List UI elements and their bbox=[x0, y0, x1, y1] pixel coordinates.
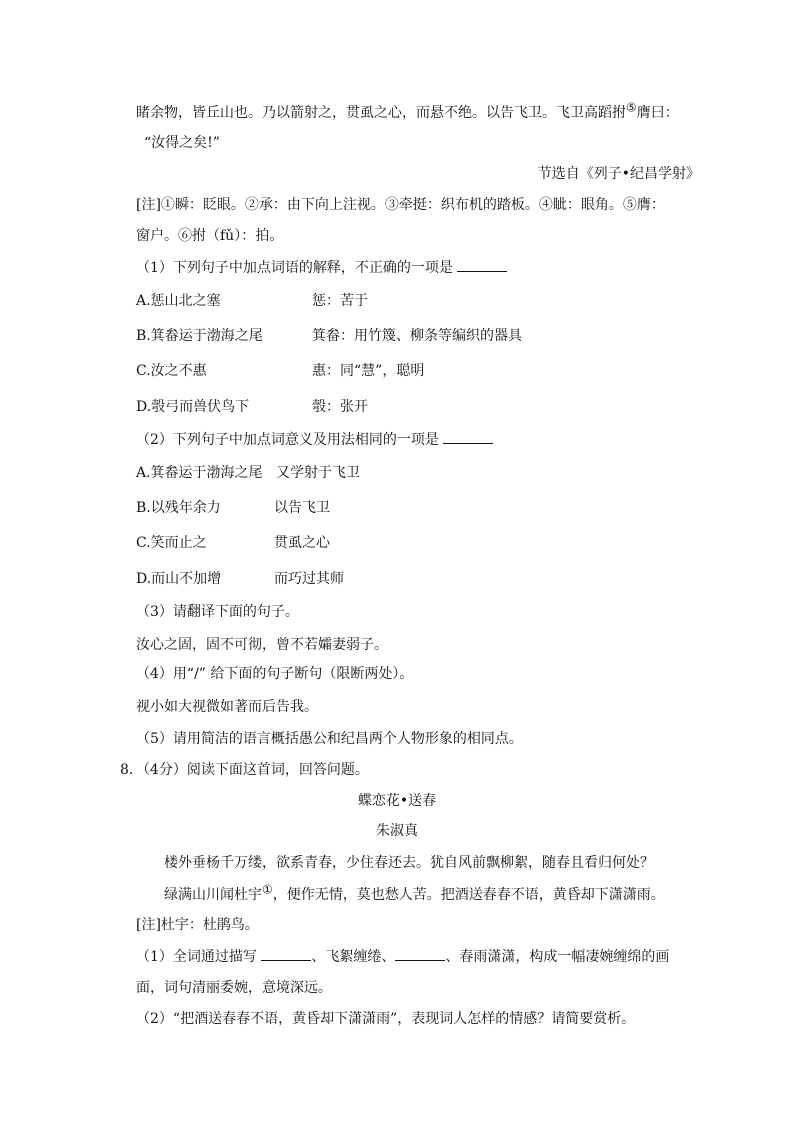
question-2-option-c: C.笑而止之 bbox=[136, 535, 207, 551]
footnote-marker: ⑤ bbox=[626, 100, 637, 115]
question-5-stem: （5）请用简洁的语言概括愚公和纪昌两个人物形象的相同点。 bbox=[136, 731, 523, 747]
question-2-option-d-compare: 而巧过其师 bbox=[274, 571, 344, 587]
answer-blank-1[interactable] bbox=[261, 948, 311, 961]
question-2-stem-text: （2）下列句子中加点词意义及用法相同的一项是 bbox=[136, 432, 439, 448]
question-2-option-b: B.以残年余力 bbox=[136, 500, 221, 516]
passage-source: 节选自《列子•纪昌学射》 bbox=[537, 166, 700, 182]
question-2-option-a: A.箕畚运于渤海之尾 bbox=[136, 465, 263, 481]
answer-blank-2[interactable] bbox=[395, 948, 445, 961]
answer-blank[interactable] bbox=[457, 259, 507, 272]
answer-blank[interactable] bbox=[443, 431, 493, 444]
poem-title: 蝶恋花•送春 bbox=[357, 793, 437, 809]
question-2-option-d: D.而山不加增 bbox=[136, 571, 222, 587]
passage-line-1-end: 膺曰： bbox=[636, 105, 679, 121]
passage-line-2: “汝得之矣!” bbox=[144, 135, 220, 151]
question-8-1-text-c: 、春雨潇潇，构成一幅凄婉缠绵的画 bbox=[445, 949, 670, 965]
passage-note-line-1: [注]①瞬：眨眼。②承：由下向上注视。③牵挺：织布机的踏板。④眦：眼角。⑤膺： bbox=[136, 197, 665, 213]
poem-line-1: 楼外垂杨千万缕，欲系青春，少住春还去。犹自风前飘柳絮，随春且看归何处？ bbox=[164, 855, 654, 871]
poem-line-2-start: 绿满山川闻杜宇 bbox=[164, 887, 262, 903]
question-2-option-a-compare: 又学射于飞卫 bbox=[276, 465, 360, 481]
question-1-stem-text: （1）下列句子中加点词语的解释，不正确的一项是 bbox=[136, 260, 453, 276]
question-1-stem bbox=[136, 259, 507, 277]
question-4-text: 视小如大视微如著而后告我。 bbox=[136, 699, 318, 715]
question-1-option-a-gloss: 惩：苦于 bbox=[312, 293, 368, 309]
question-2-option-b-compare: 以告飞卫 bbox=[274, 500, 330, 516]
question-4-stem: （4）用“/” 给下面的句子断句（限断两处）。 bbox=[136, 666, 414, 682]
question-2-option-c-compare: 贯虱之心 bbox=[274, 535, 330, 551]
question-1-option-b: B.箕畚运于渤海之尾 bbox=[136, 328, 263, 344]
footnote-marker: ① bbox=[262, 882, 273, 897]
question-3-stem: （3）请翻译下面的句子。 bbox=[136, 604, 299, 620]
question-3-text: 汝心之固，固不可彻，曾不若孀妻弱子。 bbox=[136, 637, 388, 653]
question-1-option-a: A.惩山北之塞 bbox=[136, 293, 221, 309]
passage-note-line-2: 窗户。⑥拊（fǔ）：拍。 bbox=[136, 228, 284, 244]
question-8-1-line-1 bbox=[136, 948, 669, 966]
question-1-option-c-gloss: 惠：同“慧”，聪明 bbox=[312, 363, 425, 379]
question-1-option-b-gloss: 箕畚：用竹篾、柳条等编织的器具 bbox=[312, 328, 522, 344]
poem-line-2-end: ，便作无情，莫也愁人苦。把酒送春春不语，黄昏却下潇潇雨。 bbox=[272, 887, 665, 903]
poem-author: 朱淑真 bbox=[376, 823, 418, 839]
question-2-stem bbox=[136, 431, 493, 449]
question-8-1-text-b: 、飞絮缠绻、 bbox=[311, 949, 396, 965]
question-1-option-d-gloss: 彀：张开 bbox=[312, 399, 368, 415]
question-8-stem: 8．（4分）阅读下面这首词，回答问题。 bbox=[120, 762, 369, 778]
passage-line-1 bbox=[136, 100, 679, 122]
poem-line-2 bbox=[164, 882, 665, 904]
passage-line-1-text: 睹余物，皆丘山也。乃以箭射之，贯虱之心，而悬不绝。以告飞卫。飞卫高蹈拊 bbox=[136, 105, 626, 121]
question-1-option-c: C.汝之不惠 bbox=[136, 363, 207, 379]
question-8-1-line-2: 面，词句清丽委婉，意境深远。 bbox=[136, 980, 332, 996]
question-1-option-d: D.彀弓而兽伏鸟下 bbox=[136, 399, 250, 415]
question-8-1-text-a: （1）全词通过描写 bbox=[136, 949, 257, 965]
poem-note: [注]杜宇：杜鹃鸟。 bbox=[136, 917, 259, 933]
question-8-2-stem: （2）“把酒送春春不语，黄昏却下潇潇雨”，表现词人怎样的情感？请简要赏析。 bbox=[136, 1011, 636, 1027]
